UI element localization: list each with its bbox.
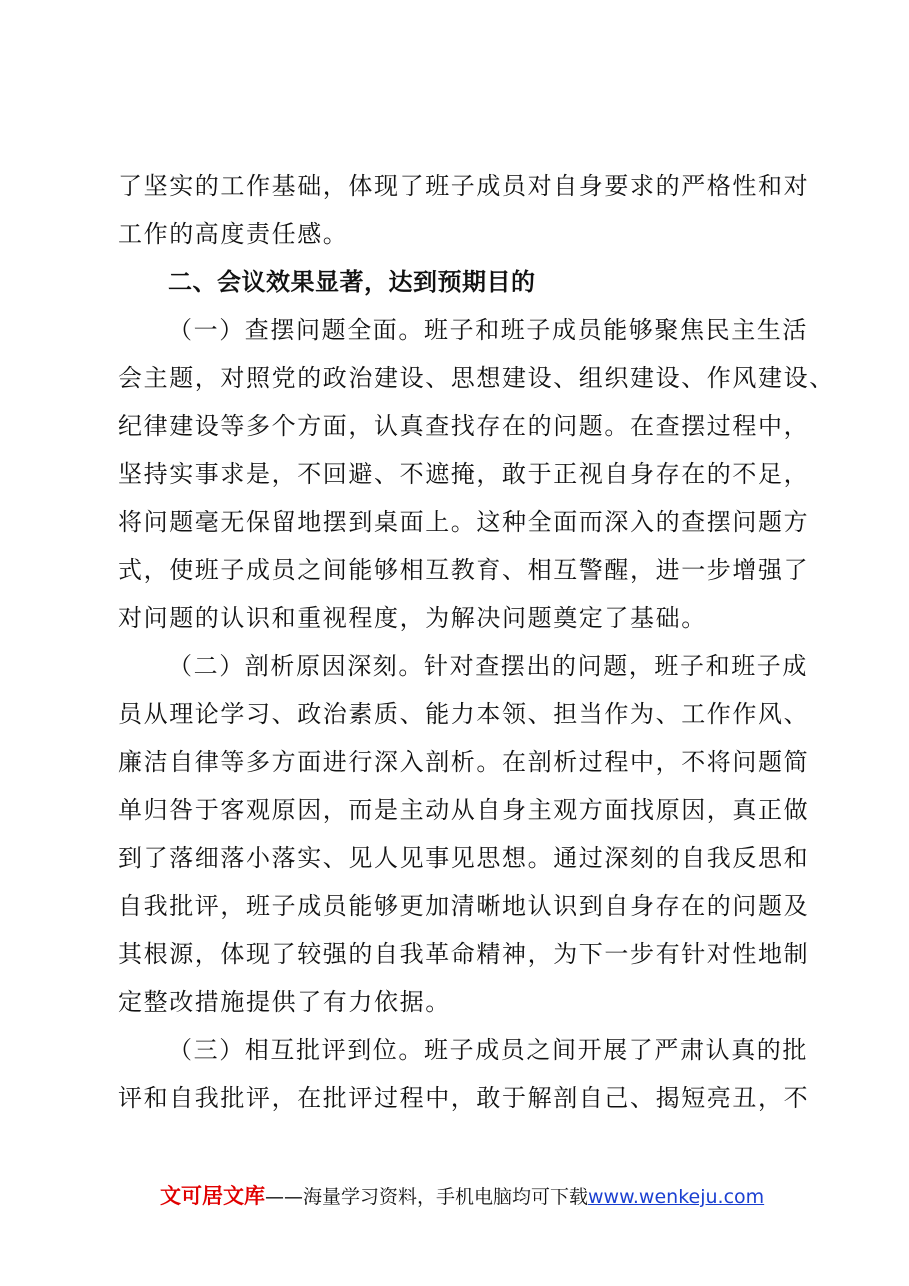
text-line: 自我批评，班子成员能够更加清晰地认识到自身存在的问题及: [118, 892, 810, 920]
text-line: 纪律建设等多个方面，认真查找存在的问题。在查摆过程中，: [118, 412, 810, 440]
text-line: 廉洁自律等多方面进行深入剖析。在剖析过程中，不将问题简: [118, 748, 810, 776]
text-line: 坚持实事求是，不回避、不遮掩，敢于正视自身存在的不足，: [118, 460, 810, 488]
footer-brand: 文可居文库: [160, 1184, 265, 1208]
paragraph-start: （一）查摆问题全面。班子和班子成员能够聚焦民主生活: [168, 316, 808, 344]
text-line: 式，使班子成员之间能够相互教育、相互警醒，进一步增强了: [118, 556, 810, 584]
section-heading: 二、会议效果显著，达到预期目的: [168, 268, 536, 296]
text-line: 工作的高度责任感。: [118, 220, 349, 248]
text-line: 会主题，对照党的政治建设、思想建设、组织建设、作风建设、: [118, 364, 835, 392]
paragraph-start: （三）相互批评到位。班子成员之间开展了严肃认真的批: [168, 1036, 808, 1064]
text-line: 到了落细落小落实、见人见事见思想。通过深刻的自我反思和: [118, 844, 810, 872]
text-line: 评和自我批评，在批评过程中，敢于解剖自己、揭短亮丑，不: [118, 1084, 810, 1112]
text-line: 了坚实的工作基础，体现了班子成员对自身要求的严格性和对: [118, 172, 810, 200]
text-line: 对问题的认识和重视程度，为解决问题奠定了基础。: [118, 604, 707, 632]
footer-link[interactable]: www.wenkeju.com: [588, 1186, 765, 1208]
footer-banner: [160, 1183, 860, 1210]
text-line: 将问题毫无保留地摆到桌面上。这种全面而深入的查摆问题方: [118, 508, 810, 536]
text-line: 定整改措施提供了有力依据。: [118, 988, 451, 1016]
paragraph-start: （二）剖析原因深刻。针对查摆出的问题，班子和班子成: [168, 652, 808, 680]
text-line: 员从理论学习、政治素质、能力本领、担当作为、工作作风、: [118, 700, 810, 728]
text-line: 其根源，体现了较强的自我革命精神，为下一步有针对性地制: [118, 940, 810, 968]
text-line: 单归咎于客观原因，而是主动从自身主观方面找原因，真正做: [118, 796, 810, 824]
footer-slogan: ——海量学习资料，手机电脑均可下载: [265, 1186, 589, 1208]
